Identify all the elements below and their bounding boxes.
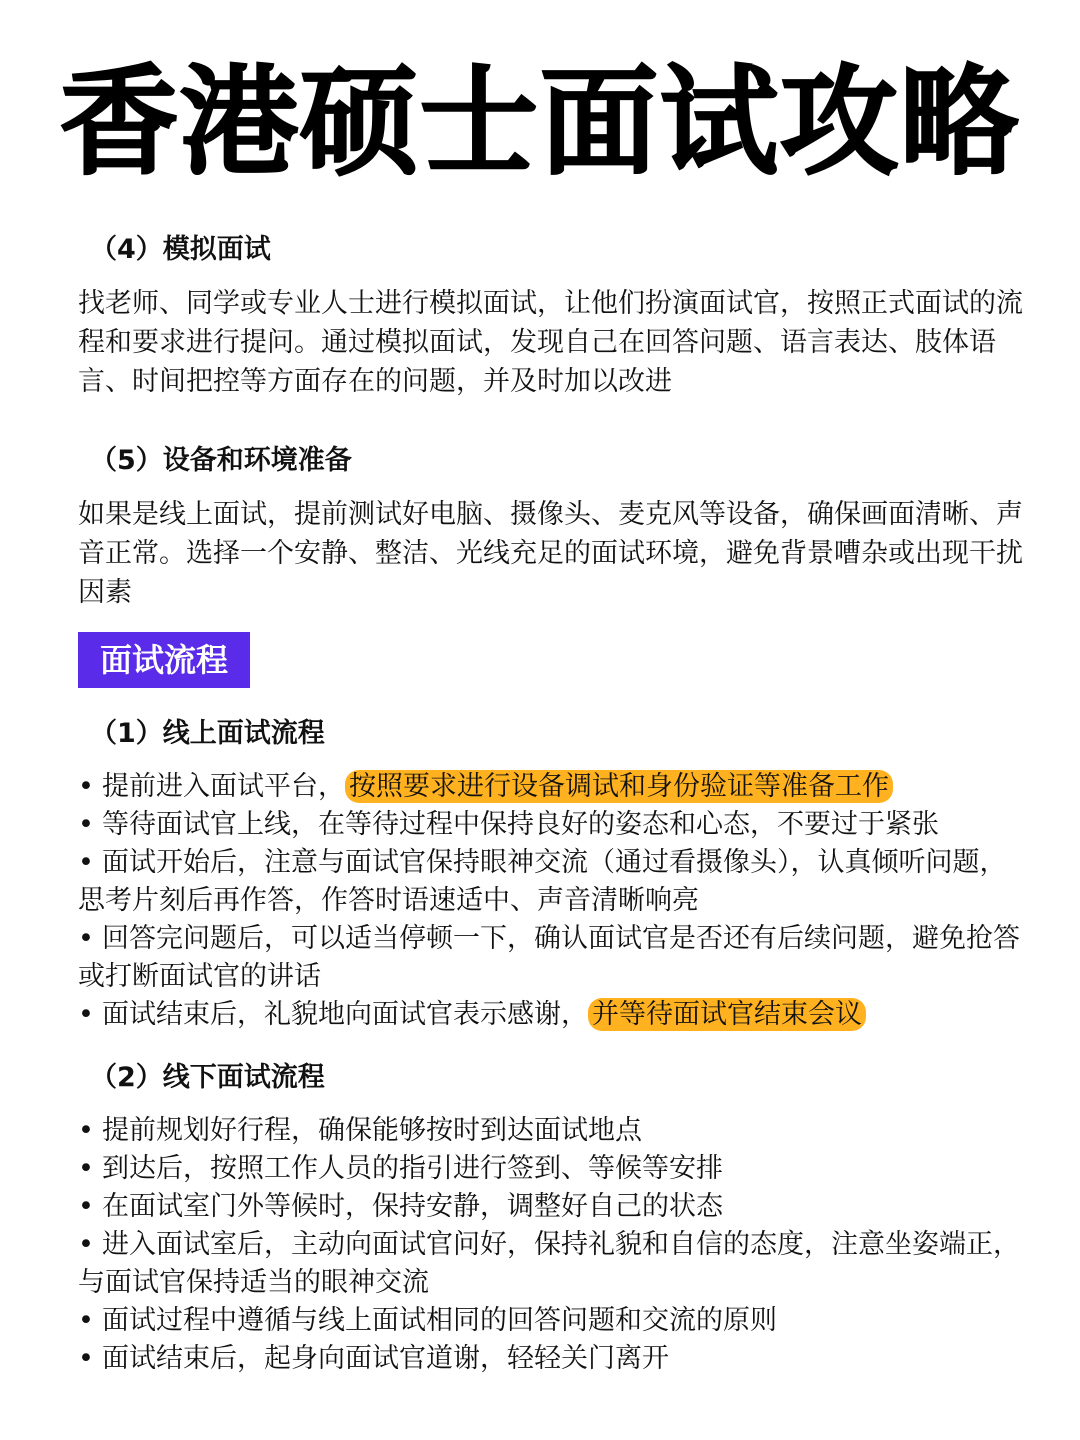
online-process-heading: （1）线上面试流程 (90, 718, 325, 749)
mock-interview-text: 找老师、同学或专业人士进行模拟面试，让他们扮演面试官，按照正式面试的流程和要求进行提问。通过模拟面试，发现自己在回答问题、语言表达、肢体语言、时间把控等方面存在的问题，并及时加以改进 (78, 288, 1023, 397)
offline-process-list (78, 1112, 1028, 1378)
online-process-list (78, 768, 1028, 1034)
list-item: • 面试开始后，注意与面试官保持眼神交流（通过看摄像头），认真倾听问题，思考片刻后再作答，作答时语速适中、声音清晰响亮 (78, 847, 1007, 916)
list-item: • 在面试室门外等候时，保持安静，调整好自己的状态 (78, 1191, 723, 1222)
list-item: • 到达后，按照工作人员的指引进行签到、等候等安排 (78, 1153, 723, 1184)
offline-process-heading: （2）线下面试流程 (90, 1062, 325, 1093)
list-item: • 提前规划好行程，确保能够按时到达面试地点 (78, 1115, 642, 1146)
page-title: 香港硕士面试攻略 (59, 53, 1020, 191)
list-item: • 面试过程中遵循与线上面试相同的回答问题和交流的原则 (78, 1305, 777, 1336)
highlight-text: 并等待面试官结束会议 (588, 998, 866, 1031)
list-item: • 提前进入面试平台， 按照要求进行设备调试和身份验证等准备工作 (78, 768, 1028, 806)
mock-interview-heading: （4）模拟面试 (90, 234, 271, 265)
list-item: • 等待面试官上线，在等待过程中保持良好的姿态和心态，不要过于紧张 (78, 809, 939, 840)
section-tag-interview-process: 面试流程 (78, 632, 250, 688)
list-item: • 面试结束后，礼貌地向面试官表示感谢， 并等待面试官结束会议 (78, 996, 1028, 1034)
equipment-text: 如果是线上面试，提前测试好电脑、摄像头、麦克风等设备，确保画面清晰、声音正常。选择一个安静、整洁、光线充足的面试环境，避免背景嘈杂或出现干扰因素 (78, 499, 1023, 608)
list-item: • 进入面试室后，主动向面试官问好，保持礼貌和自信的态度，注意坐姿端正，与面试官保持适当的眼神交流 (78, 1229, 1020, 1298)
list-item: • 回答完问题后，可以适当停顿一下，确认面试官是否还有后续问题，避免抢答或打断面试官的讲话 (78, 923, 1020, 992)
article-body (78, 228, 1028, 1378)
equipment-heading: （5）设备和环境准备 (90, 445, 352, 476)
list-item: • 面试结束后，起身向面试官道谢，轻轻关门离开 (78, 1343, 669, 1374)
highlight-text: 按照要求进行设备调试和身份验证等准备工作 (345, 770, 893, 803)
